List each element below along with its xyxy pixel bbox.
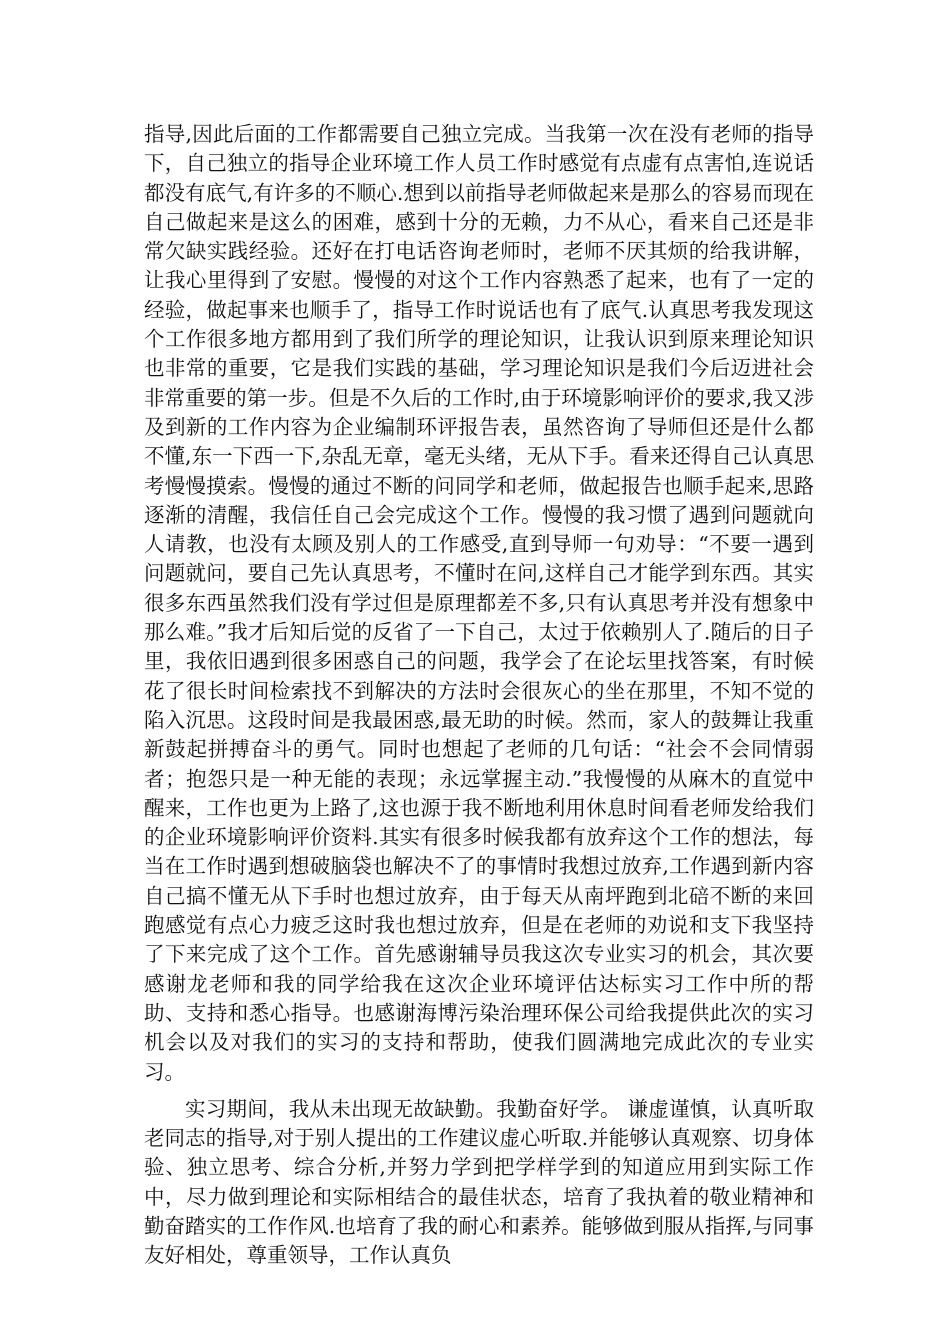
body-paragraph-2: 实习期间，我从未出现无故缺勤。我勤奋好学。 谦虚谨慎，认真听取老同志的指导,对于别人提出的工作建议虚心听取.并能够认真观察、切身体验、独立思考、综合分析,并努力学到把学样学到的知道应用到实际工作中，尽力做到理论和实际相结合的最佳状态，培育了我执着的敬业精神和勤奋踏实的工作作风.也培育了我的耐心和素养。能够做到服从指挥,与同事友好相处，尊重领导，工作认真负 [144,1096,814,1268]
body-paragraph-1: 指导,因此后面的工作都需要自己独立完成。当我第一次在没有老师的指导下，自己独立的指导企业环境工作人员工作时感觉有点虚有点害怕,连说话都没有底气,有许多的不顺心.想到以前指导老师做起来是那么的容易而现在自己做起来是这么的困难，感到十分的无赖，力不从心，看来自己还是非常欠缺实践经验。还好在打电话咨询老师时，老师不厌其烦的给我讲解，让我心里得到了安慰。慢慢的对这个工作内容熟悉了起来，也有了一定的经验，做起事来也顺手了，指导工作时说话也有了底气.认真思考我发现这个工作很多地方都用到了我们所学的理论知识，让我认识到原来理论知识也非常的重要，它是我们实践的基础，学习理论知识是我们今后迈进社会非常重要的第一步。但是不久后的工作时,由于环境影响评价的要求,我又涉及到新的工作内容为企业编制环评报告表，虽然咨询了导师但还是什么都不懂,东一下西一下,杂乱无章，毫无头绪，无从下手。看来还得自己认真思考慢慢摸索。慢慢的通过不断的问同学和老师，做起报告也顺手起来,思路逐渐的清醒，我信任自己会完成这个工作。慢慢的我习惯了遇到问题就向人请教，也没有太顾及别人的工作感受,直到导师一句劝导：“不要一遇到问题就问，要自己先认真思考，不懂时在问,这样自己才能学到东西。其实很多东西虽然我们没有学过但是原理都差不多,只有认真思考并没有想象中那么难。”我才后知后觉的反省了一下自己，太过于依赖别人了.随后的日子里，我依旧遇到很多困惑自己的问题，我学会了在论坛里找答案，有时候花了很长时间检索找不到解决的方法时会很灰心的坐在那里，不知不觉的陷入沉思。这段时间是我最困惑,最无助的时候。然而，家人的鼓舞让我重新鼓起拼搏奋斗的勇气。同时也想起了老师的几句话：“社会不会同情弱者；抱怨只是一种无能的表现；永远掌握主动.”我慢慢的从麻木的直觉中醒来，工作也更为上路了,这也源于我不断地利用休息时间看老师发给我们的企业环境影响评价资料.其实有很多时候我都有放弃这个工作的想法，每当在工作时遇到想破脑袋也解决不了的事情时我想过放弃,工作遇到新内容自己搞不懂无从下手时也想过放弃，由于每天从南坪跑到北碚不断的来回跑感觉有点心力疲乏这时我也想过放弃，但是在老师的劝说和支下我坚持了下来完成了这个工作。首先感谢辅导员我这次专业实习的机会，其次要感谢龙老师和我的同学给我在这次企业环境评估达标实习工作中所的帮助、支持和悉心指导。也感谢海博污染治理环保公司给我提供此次的实习机会以及对我们的实习的支持和帮助，使我们圆满地完成此次的专业实习。 [144,122,814,1084]
document-page [144,120,814,1271]
